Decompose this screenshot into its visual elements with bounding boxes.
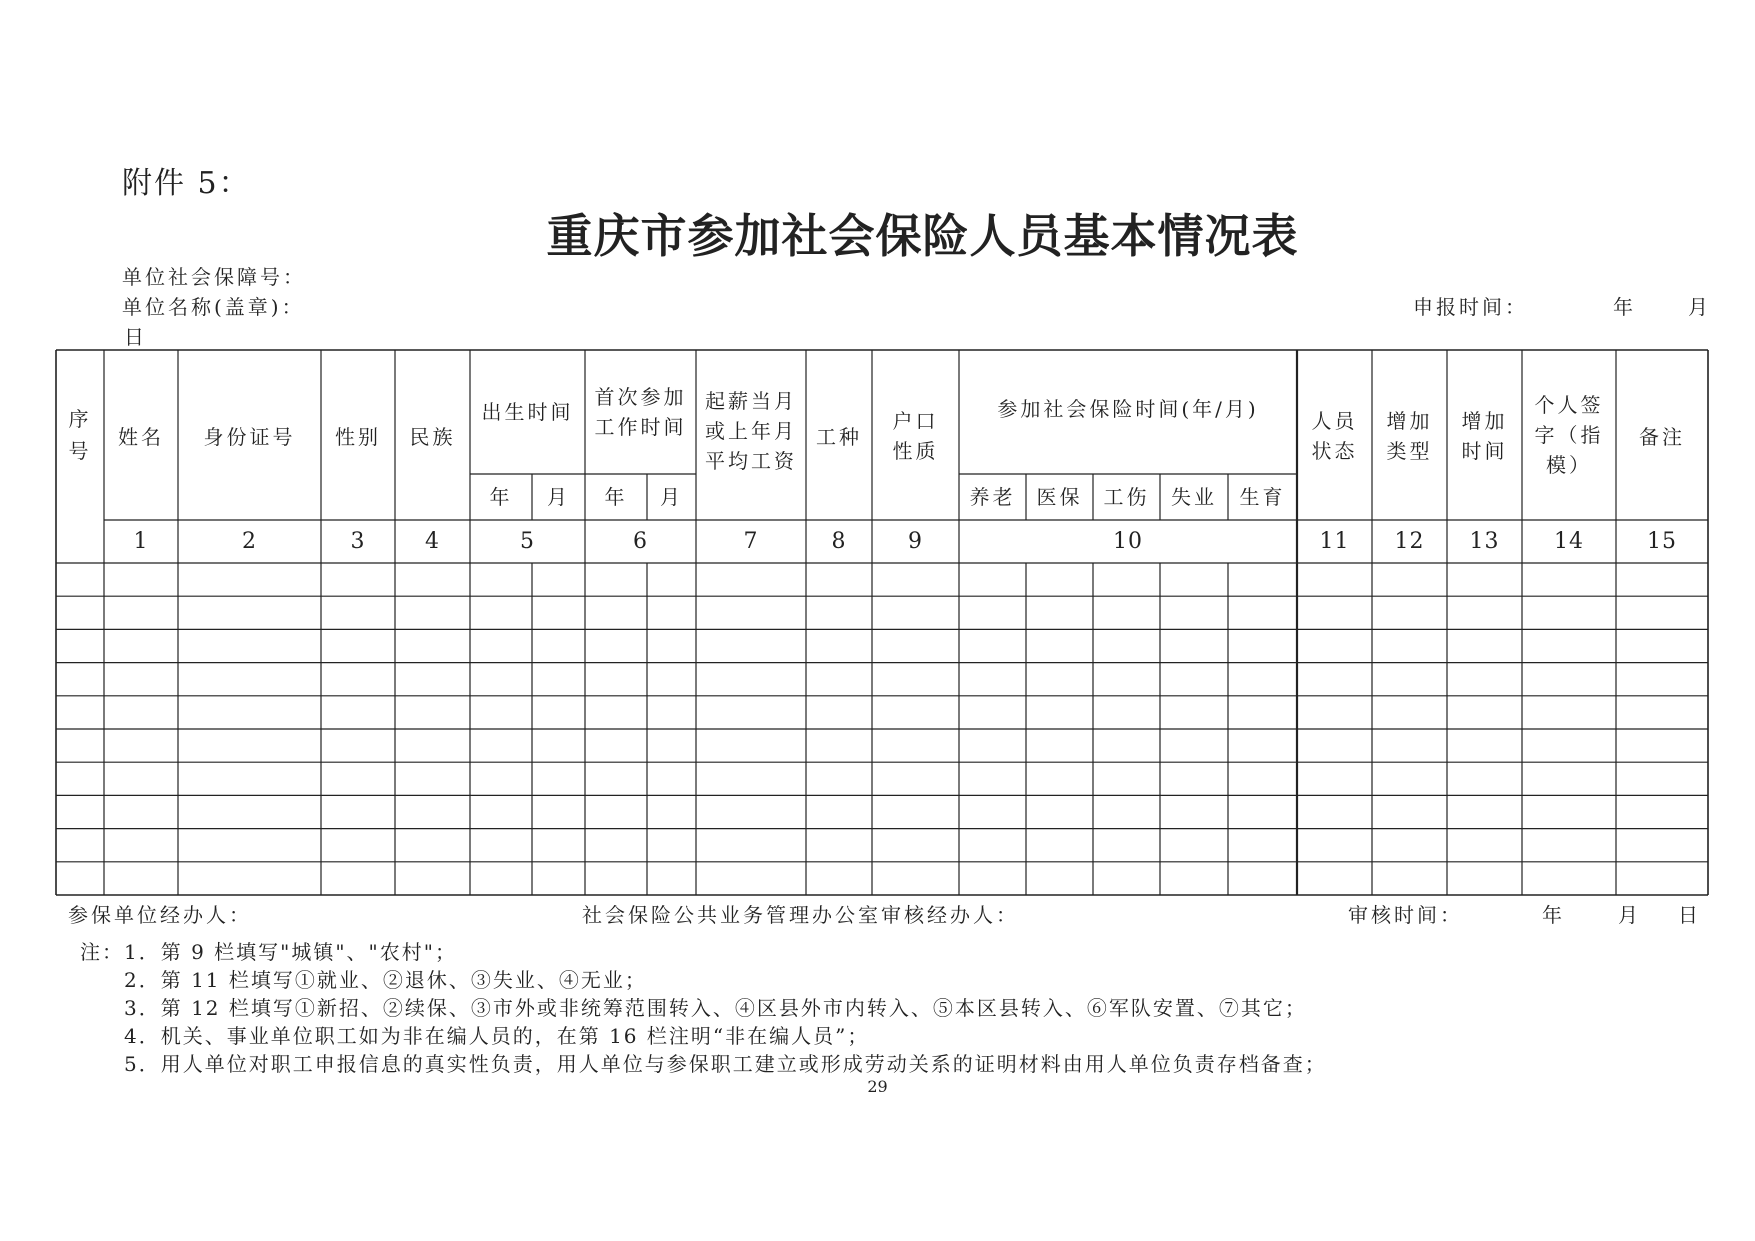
table-cell[interactable] [322, 664, 394, 695]
table-cell[interactable] [533, 730, 584, 761]
table-cell[interactable] [960, 697, 1025, 728]
table-cell[interactable] [1229, 863, 1296, 894]
table-cell[interactable] [697, 597, 805, 628]
report-month-label: 月 [1688, 295, 1711, 319]
table-cell[interactable] [1229, 564, 1296, 595]
table-cell[interactable] [1298, 796, 1371, 827]
table-cell[interactable] [322, 630, 394, 661]
header-person-status: 人员状态 [1311, 409, 1358, 463]
table-cell[interactable] [1094, 796, 1159, 827]
table-cell[interactable] [57, 664, 103, 695]
table-cell[interactable] [533, 597, 584, 628]
table-cell[interactable] [586, 697, 646, 728]
table-cell[interactable] [873, 763, 958, 794]
table-cell[interactable] [1617, 763, 1707, 794]
table-cell[interactable] [1448, 564, 1521, 595]
table-cell[interactable] [57, 863, 103, 894]
table-cell[interactable] [105, 830, 177, 861]
unit-name-label: 单位名称(盖章)： [122, 295, 305, 319]
table-cell[interactable] [533, 564, 584, 595]
table-cell[interactable] [1027, 564, 1092, 595]
table-cell[interactable] [1027, 597, 1092, 628]
table-cell[interactable] [396, 664, 469, 695]
table-cell[interactable] [807, 664, 871, 695]
table-cell[interactable] [471, 664, 531, 695]
table-cell[interactable] [1523, 564, 1615, 595]
table-cell[interactable] [1094, 830, 1159, 861]
table-cell[interactable] [1094, 564, 1159, 595]
table-cell[interactable] [873, 564, 958, 595]
table-cell[interactable] [873, 796, 958, 827]
table-cell[interactable] [105, 697, 177, 728]
table-cell[interactable] [1373, 564, 1446, 595]
table-cell[interactable] [697, 564, 805, 595]
table-cell[interactable] [697, 863, 805, 894]
table-cell[interactable] [1448, 697, 1521, 728]
table-cell[interactable] [697, 796, 805, 827]
col-number: 11 [1319, 528, 1350, 554]
table-cell[interactable] [960, 763, 1025, 794]
table-cell[interactable] [1373, 597, 1446, 628]
table-cell[interactable] [396, 697, 469, 728]
header-insurance-time: 参加社会保险时间(年/月) [997, 397, 1259, 421]
table-cell[interactable] [648, 597, 695, 628]
table-cell[interactable] [533, 763, 584, 794]
header-first-work-time: 首次参加工作时间 [594, 385, 687, 439]
table-cell[interactable] [105, 863, 177, 894]
table-cell[interactable] [807, 597, 871, 628]
table-cell[interactable] [179, 697, 320, 728]
table-cell[interactable] [396, 796, 469, 827]
header-work-month: 月 [660, 485, 683, 509]
header-job-type: 工种 [816, 425, 862, 449]
table-cell[interactable] [960, 664, 1025, 695]
table-cell[interactable] [105, 630, 177, 661]
table-cell[interactable] [1448, 763, 1521, 794]
table-cell[interactable] [873, 597, 958, 628]
table-cell[interactable] [1617, 796, 1707, 827]
table-cell[interactable] [471, 863, 531, 894]
table-cell[interactable] [960, 597, 1025, 628]
table-cell[interactable] [586, 730, 646, 761]
table-cell[interactable] [533, 830, 584, 861]
table-cell[interactable] [1373, 697, 1446, 728]
header-unemployment: 失业 [1171, 485, 1217, 509]
review-time-label: 审核时间： [1348, 903, 1463, 927]
table-cell[interactable] [807, 796, 871, 827]
table-cell[interactable] [1161, 664, 1227, 695]
table-cell[interactable] [1229, 763, 1296, 794]
note-item: 1．第 9 栏填写"城镇"、"农村"； [124, 940, 457, 964]
unit-handler-label: 参保单位经办人： [68, 903, 252, 927]
table-cell[interactable] [1161, 564, 1227, 595]
table-cell[interactable] [648, 730, 695, 761]
table-cell[interactable] [322, 564, 394, 595]
header-gender: 性别 [335, 425, 381, 449]
table-cell[interactable] [1094, 863, 1159, 894]
notes-prefix: 注： [80, 940, 124, 964]
header-pension: 养老 [969, 485, 1016, 509]
table-cell[interactable] [1523, 630, 1615, 661]
table-cell[interactable] [873, 697, 958, 728]
table-cell[interactable] [322, 730, 394, 761]
table-cell[interactable] [1229, 697, 1296, 728]
table-cell[interactable] [396, 597, 469, 628]
review-time [1348, 899, 1701, 928]
review-month-label: 月 [1618, 903, 1641, 927]
col-number: 5 [520, 528, 535, 554]
table-cell[interactable] [1094, 697, 1159, 728]
table-cell[interactable] [807, 863, 871, 894]
table-cell[interactable] [471, 763, 531, 794]
table-cell[interactable] [807, 630, 871, 661]
note-item: 4．机关、事业单位职工如为非在编人员的，在第 16 栏注明“非在编人员”； [124, 1024, 870, 1048]
table-cell[interactable] [105, 597, 177, 628]
table-cell[interactable] [1298, 863, 1371, 894]
col-number: 9 [908, 528, 923, 554]
table-cell[interactable] [586, 564, 646, 595]
table-cell[interactable] [697, 763, 805, 794]
table-cell[interactable] [1523, 697, 1615, 728]
header-birth-time: 出生时间 [481, 400, 574, 424]
table-cell[interactable] [1373, 664, 1446, 695]
header-maternity: 生育 [1239, 485, 1286, 509]
col-number: 4 [425, 528, 440, 554]
table-cell[interactable] [1229, 830, 1296, 861]
table-cell[interactable] [1617, 564, 1707, 595]
review-year-label: 年 [1542, 903, 1565, 927]
table-cell[interactable] [873, 630, 958, 661]
header-injury: 工伤 [1103, 485, 1150, 509]
table-cell[interactable] [1617, 597, 1707, 628]
table-cell[interactable] [1373, 630, 1446, 661]
table-cell[interactable] [1373, 763, 1446, 794]
table-cell[interactable] [322, 830, 394, 861]
table-cell[interactable] [396, 564, 469, 595]
table-cell[interactable] [471, 830, 531, 861]
table-cell[interactable] [471, 597, 531, 628]
table-cell[interactable] [1094, 763, 1159, 794]
table-cell[interactable] [322, 863, 394, 894]
table-cell[interactable] [697, 730, 805, 761]
table-cell[interactable] [179, 863, 320, 894]
table-cell[interactable] [1229, 664, 1296, 695]
table-cell[interactable] [1027, 763, 1092, 794]
table-cell[interactable] [533, 863, 584, 894]
table-cell[interactable] [471, 796, 531, 827]
table-cell[interactable] [1448, 796, 1521, 827]
table-cell[interactable] [1523, 597, 1615, 628]
table-cell[interactable] [1523, 763, 1615, 794]
unit-ssn-label: 单位社会保障号： [122, 265, 306, 289]
table-cell[interactable] [1523, 796, 1615, 827]
table-cell[interactable] [1161, 796, 1227, 827]
note-item: 2．第 11 栏填写①就业、②退休、③失业、④无业； [124, 968, 647, 992]
table-cell[interactable] [1298, 664, 1371, 695]
table-cell[interactable] [1027, 630, 1092, 661]
table-cell[interactable] [1298, 630, 1371, 661]
table-cell[interactable] [1027, 863, 1092, 894]
report-year-label: 年 [1613, 295, 1636, 319]
table-cell[interactable] [57, 697, 103, 728]
header-avg-wage: 起薪当月或上年月平均工资 [705, 389, 797, 473]
table-cell[interactable] [960, 796, 1025, 827]
table-cell[interactable] [648, 863, 695, 894]
table-cell[interactable] [1298, 597, 1371, 628]
table-cell[interactable] [179, 730, 320, 761]
table-cell[interactable] [648, 697, 695, 728]
table-cell[interactable] [179, 830, 320, 861]
table-cell[interactable] [396, 730, 469, 761]
col-number: 13 [1469, 528, 1500, 554]
table-cell[interactable] [1448, 630, 1521, 661]
table-cell[interactable] [1161, 697, 1227, 728]
table-cell[interactable] [533, 796, 584, 827]
table-cell[interactable] [1094, 597, 1159, 628]
table-cell[interactable] [533, 664, 584, 695]
table-cell[interactable] [1373, 730, 1446, 761]
table-cell[interactable] [1027, 730, 1092, 761]
table-cell[interactable] [1373, 796, 1446, 827]
table-cell[interactable] [105, 564, 177, 595]
table-cell[interactable] [1373, 830, 1446, 861]
table-cell[interactable] [697, 664, 805, 695]
col-number: 8 [831, 528, 847, 554]
reviewer-label: 社会保险公共业务管理办公室审核经办人： [582, 903, 1019, 927]
table-cell[interactable] [179, 664, 320, 695]
table-cell[interactable] [648, 763, 695, 794]
table-cell[interactable] [873, 863, 958, 894]
table-cell[interactable] [57, 796, 103, 827]
table-cell[interactable] [1448, 664, 1521, 695]
table-cell[interactable] [1229, 730, 1296, 761]
table-cell[interactable] [1027, 830, 1092, 861]
header-medical: 医保 [1036, 485, 1083, 509]
table-cell[interactable] [586, 664, 646, 695]
table-cell[interactable] [1617, 697, 1707, 728]
table-cell[interactable] [179, 564, 320, 595]
table-cell[interactable] [1161, 597, 1227, 628]
table-cell[interactable] [807, 763, 871, 794]
table-cell[interactable] [807, 830, 871, 861]
table-cell[interactable] [1373, 863, 1446, 894]
table-cell[interactable] [586, 763, 646, 794]
table-cell[interactable] [960, 564, 1025, 595]
col-number: 10 [1113, 528, 1143, 554]
table-cell[interactable] [1027, 697, 1092, 728]
col-number: 2 [242, 528, 257, 554]
table-cell[interactable] [586, 796, 646, 827]
table-cell[interactable] [322, 697, 394, 728]
table-cell[interactable] [322, 597, 394, 628]
table-cell[interactable] [1094, 664, 1159, 695]
table-cell[interactable] [471, 697, 531, 728]
table-cell[interactable] [960, 630, 1025, 661]
table-cell[interactable] [1617, 630, 1707, 661]
table-cell[interactable] [697, 630, 805, 661]
table-cell[interactable] [807, 730, 871, 761]
table-cell[interactable] [1161, 830, 1227, 861]
table-cell[interactable] [57, 564, 103, 595]
table-cell[interactable] [648, 664, 695, 695]
col-number: 6 [633, 528, 648, 554]
table-cell[interactable] [396, 863, 469, 894]
table-cell[interactable] [1229, 597, 1296, 628]
header-seq: 序号 [68, 407, 92, 463]
table-cell[interactable] [1298, 730, 1371, 761]
table-cell[interactable] [179, 597, 320, 628]
header-hukou-type: 户口性质 [892, 409, 939, 463]
table-cell[interactable] [471, 630, 531, 661]
header-signature: 个人签字（指模） [1534, 393, 1604, 477]
table-cell[interactable] [1448, 730, 1521, 761]
table-cell[interactable] [873, 730, 958, 761]
header-birth-year: 年 [489, 485, 513, 509]
table-cell[interactable] [1523, 830, 1615, 861]
table-cell[interactable] [105, 763, 177, 794]
table-cell[interactable] [1448, 830, 1521, 861]
table-cell[interactable] [1448, 597, 1521, 628]
table-cell[interactable] [1523, 730, 1615, 761]
header-add-type: 增加类型 [1386, 409, 1433, 463]
table-cell[interactable] [179, 796, 320, 827]
table-cell[interactable] [873, 664, 958, 695]
table-cell[interactable] [1298, 830, 1371, 861]
col-number: 3 [350, 528, 366, 554]
table-cell[interactable] [1617, 664, 1707, 695]
header-work-year: 年 [604, 485, 628, 509]
table-cell[interactable] [586, 830, 646, 861]
table-cell[interactable] [57, 597, 103, 628]
header-ethnicity: 民族 [409, 425, 456, 449]
table-cell[interactable] [179, 763, 320, 794]
table-cell[interactable] [322, 763, 394, 794]
table-cell[interactable] [586, 630, 646, 661]
table-cell[interactable] [57, 730, 103, 761]
col-number: 1 [133, 528, 149, 554]
table-cell[interactable] [1617, 730, 1707, 761]
table-cell[interactable] [396, 830, 469, 861]
table-cell[interactable] [648, 630, 695, 661]
table-cell[interactable] [1448, 863, 1521, 894]
header-add-time: 增加时间 [1461, 409, 1508, 463]
report-day-label: 日 [124, 325, 147, 349]
table-cell[interactable] [1161, 763, 1227, 794]
header-name: 姓名 [118, 425, 164, 449]
table-cell[interactable] [179, 630, 320, 661]
table-cell[interactable] [1094, 730, 1159, 761]
table-cell[interactable] [697, 697, 805, 728]
table-cell[interactable] [1298, 564, 1371, 595]
table-cell[interactable] [1161, 630, 1227, 661]
note-item: 3．第 12 栏填写①新招、②续保、③市外或非统筹范围转入、④区县外市内转入、⑤本区县转入、⑥军队安置、⑦其它； [124, 996, 1307, 1020]
table-cell[interactable] [697, 830, 805, 861]
col-number: 12 [1394, 528, 1425, 554]
table-cell[interactable] [807, 697, 871, 728]
table-cell[interactable] [1094, 630, 1159, 661]
table-cell[interactable] [1298, 697, 1371, 728]
table-cell[interactable] [396, 630, 469, 661]
table-cell[interactable] [873, 830, 958, 861]
table-cell[interactable] [1027, 796, 1092, 827]
col-number: 7 [743, 528, 759, 554]
table-cell[interactable] [586, 597, 646, 628]
table-cell[interactable] [105, 664, 177, 695]
table-cell[interactable] [57, 763, 103, 794]
review-day-label: 日 [1678, 903, 1701, 927]
table-cell[interactable] [648, 796, 695, 827]
table-cell[interactable] [471, 564, 531, 595]
header-id-number: 身份证号 [203, 425, 296, 449]
table-cell[interactable] [648, 564, 695, 595]
table-cell[interactable] [57, 630, 103, 661]
table-cell[interactable] [960, 830, 1025, 861]
col-number: 15 [1647, 528, 1677, 554]
table-cell[interactable] [1161, 730, 1227, 761]
table-cell[interactable] [960, 730, 1025, 761]
note-item: 5．用人单位对职工申报信息的真实性负责，用人单位与参保职工建立或形成劳动关系的证明材料由用人单位负责存档备查； [124, 1052, 1327, 1076]
table-cell[interactable] [533, 697, 584, 728]
report-time-label: 申报时间： [1413, 295, 1528, 319]
table-cell[interactable] [1617, 863, 1707, 894]
table-cell[interactable] [807, 564, 871, 595]
col-number: 14 [1554, 528, 1584, 554]
header-birth-month: 月 [547, 485, 570, 509]
table-cell[interactable] [586, 863, 646, 894]
attachment-label: 附件 5： [122, 166, 251, 201]
table-cell[interactable] [1229, 630, 1296, 661]
table-cell[interactable] [1027, 664, 1092, 695]
header-remark: 备注 [1639, 425, 1685, 449]
table-cell[interactable] [57, 830, 103, 861]
table-cell[interactable] [1523, 664, 1615, 695]
table-cell[interactable] [960, 863, 1025, 894]
table-cell[interactable] [533, 630, 584, 661]
table-cell[interactable] [1523, 863, 1615, 894]
page-number: 29 [867, 1077, 888, 1096]
table-cell[interactable] [322, 796, 394, 827]
table-cell[interactable] [1229, 796, 1296, 827]
table-cell[interactable] [105, 730, 177, 761]
table-cell[interactable] [1298, 763, 1371, 794]
form-title: 重庆市参加社会保险人员基本情况表 [546, 209, 1299, 263]
table-cell[interactable] [471, 730, 531, 761]
table-cell[interactable] [1617, 830, 1707, 861]
table-cell[interactable] [648, 830, 695, 861]
table-cell[interactable] [105, 796, 177, 827]
table-cell[interactable] [1161, 863, 1227, 894]
table-cell[interactable] [396, 763, 469, 794]
